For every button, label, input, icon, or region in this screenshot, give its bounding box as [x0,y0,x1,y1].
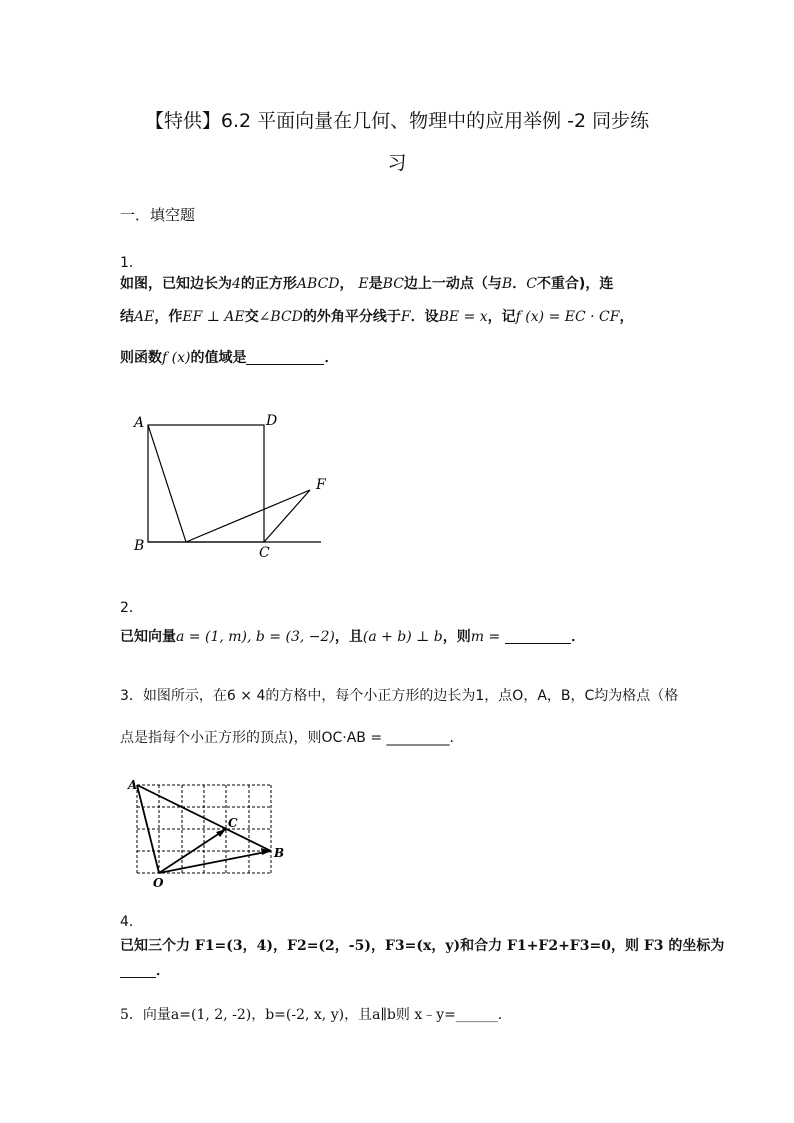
q2-line: 已知向量a = (1, m), b = (3, −2)，且(a + b) ⊥ b，则m = ． [120,629,586,645]
grid [137,785,271,873]
label-a-grid: A [128,778,138,792]
q4-line1: 已知三个力 F1=(3，4)，F2=(2，-5)，F3=(x，y)和合力 F1+F2+F3=0，则 F3 的坐标为 [120,938,725,954]
page-title-line1: 【特供】6.2 平面向量在几何、物理中的应用举例 -2 同步练 [144,110,650,132]
q2-number: 2． [120,600,143,616]
label-d: D [266,413,278,429]
q1-line1: 如图，已知边长为4的正方形ABCD， E是BC边上一动点（与B．C不重合)，连 [120,276,614,292]
page-title-line2: 习 [387,152,407,174]
q4-line2: ． [120,960,170,980]
q1-answer-blank[interactable] [246,350,324,365]
q1-figure [125,405,335,565]
q4-number: 4． [120,914,143,930]
q1-line2: 结AE，作EF ⊥ AE交∠BCD的外角平分线于F．设BE = x，记f (x) = EC · CF， [120,309,634,325]
label-o-grid: O [153,876,164,890]
segment-cf [264,490,310,542]
section-heading: 一．填空题 [120,206,196,224]
q4-answer-blank[interactable] [120,963,156,978]
label-a: A [134,415,145,431]
square-abcd [148,425,264,542]
q3-figure [124,775,294,891]
label-f: F [316,477,326,493]
label-c: C [259,545,270,561]
q1-number: 1． [120,255,143,271]
label-b: B [134,538,145,554]
q5-line: 5．向量a=(1, 2, -2)，b=(-2, x, y)，且a∥b则 x﹣y=______． [120,1007,512,1023]
segment-ae [148,425,186,542]
q1-line3: 则函数f (x)的值域是 ． [120,350,339,366]
label-c-grid: C [228,816,238,830]
q3-line1: 3．如图所示，在6 × 4的方格中，每个小正方形的边长为1，点O，A，B，C均为格点（格 [120,688,679,704]
segment-ef [186,490,310,542]
q3-line2: 点是指每个小正方形的顶点)，则OC·AB = _________． [120,730,464,746]
arrow-oc [216,829,226,837]
q2-answer-blank[interactable] [505,629,571,644]
label-b-grid: B [274,846,285,860]
